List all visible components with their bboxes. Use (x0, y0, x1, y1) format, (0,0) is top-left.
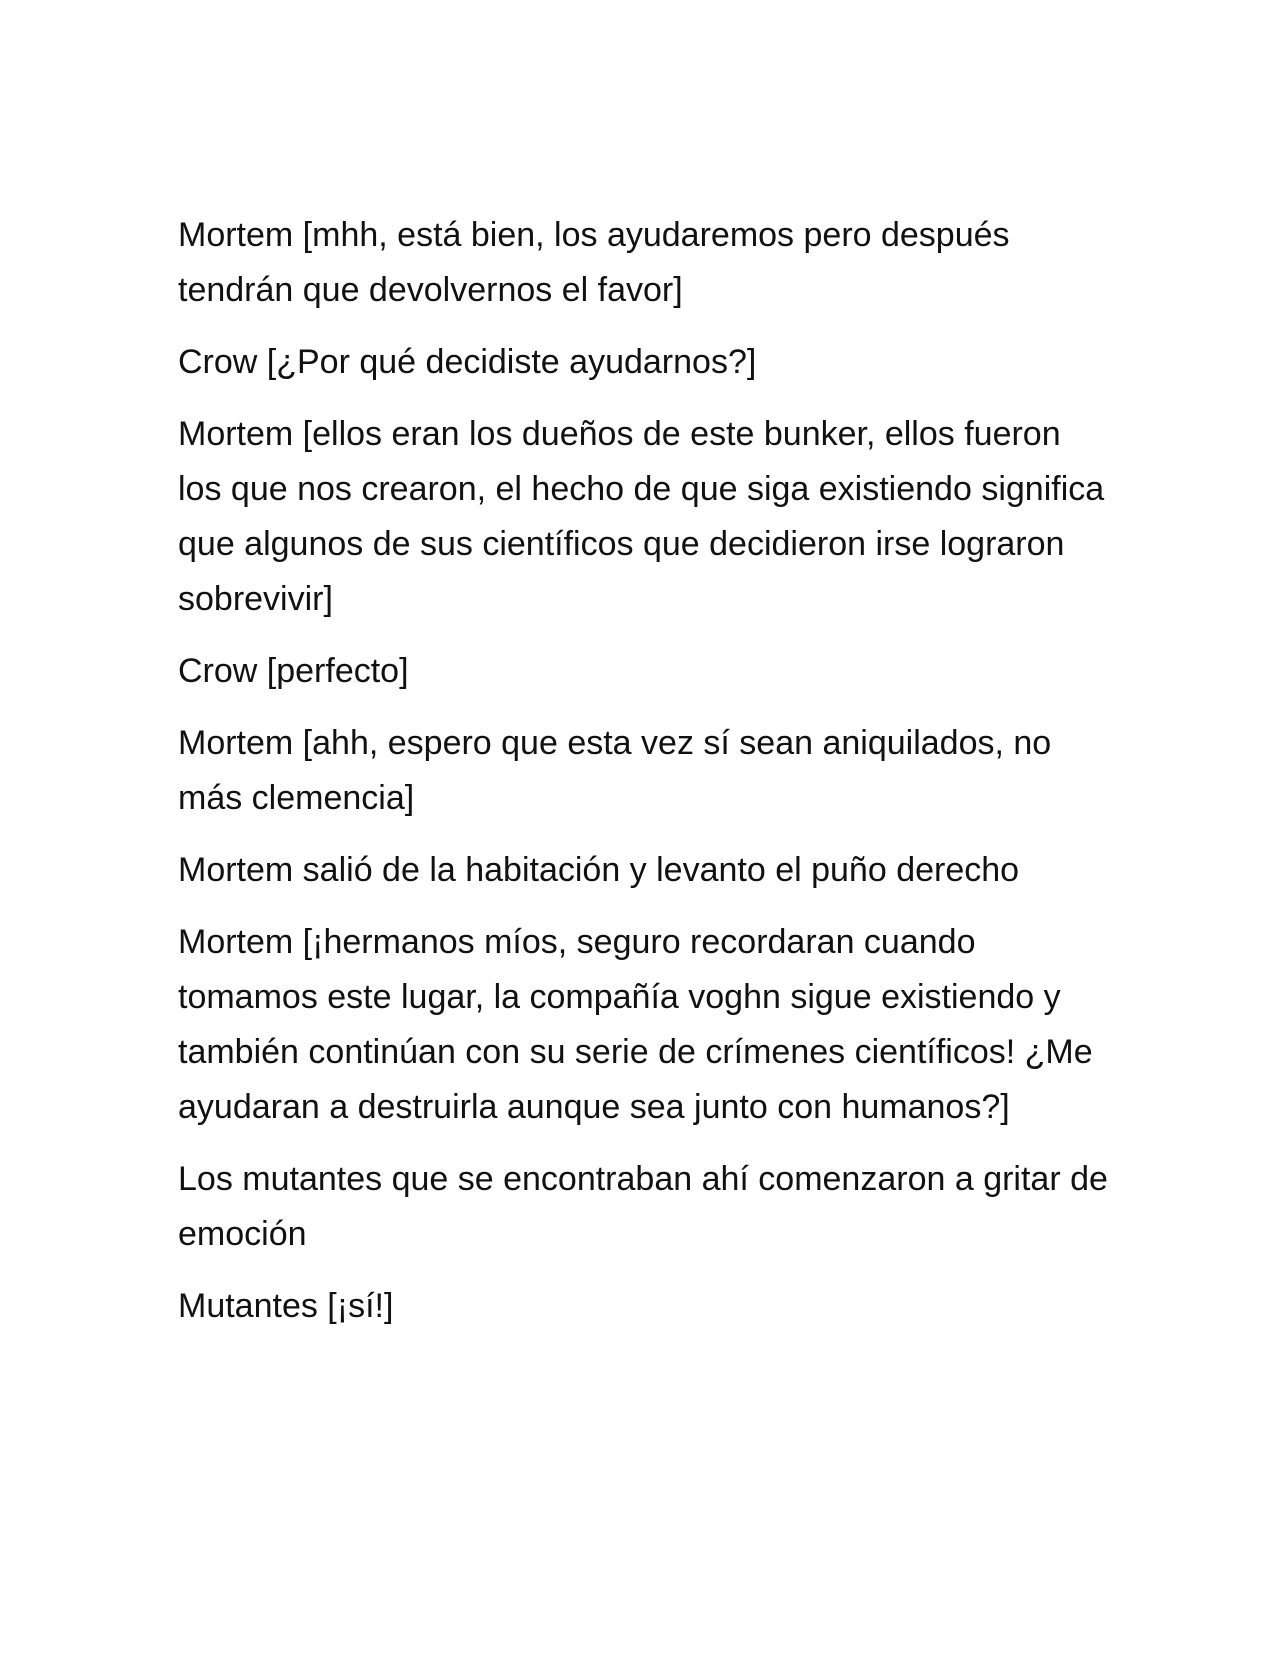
document-body (178, 208, 1108, 1351)
paragraph: Mortem salió de la habitación y levanto el puño derecho (178, 851, 1020, 889)
paragraph: Mortem [mhh, está bien, los ayudaremos pero después tendrán que devolvernos el favor] (178, 216, 1010, 309)
paragraph: Crow [¿Por qué decidiste ayudarnos?] (178, 343, 757, 381)
paragraph: Mortem [ellos eran los dueños de este bunker, ellos fueron los que nos crearon, el hecho de que siga existiendo significa que algunos de sus científicos que decidieron irse lograron sobrevivir] (178, 415, 1105, 618)
paragraph: Los mutantes que se encontraban ahí comenzaron a gritar de emoción (178, 1160, 1108, 1253)
paragraph: Mortem [ahh, espero que esta vez sí sean aniquilados, no más clemencia] (178, 724, 1052, 817)
paragraph: Mutantes [¡sí!] (178, 1287, 394, 1325)
paragraph: Crow [perfecto] (178, 652, 409, 690)
paragraph: Mortem [¡hermanos míos, seguro recordaran cuando tomamos este lugar, la compañía voghn sigue existiendo y también continúan con su serie de crímenes científicos! ¿Me ayudaran a destruirla aunque sea junto con humanos?] (178, 923, 1093, 1126)
